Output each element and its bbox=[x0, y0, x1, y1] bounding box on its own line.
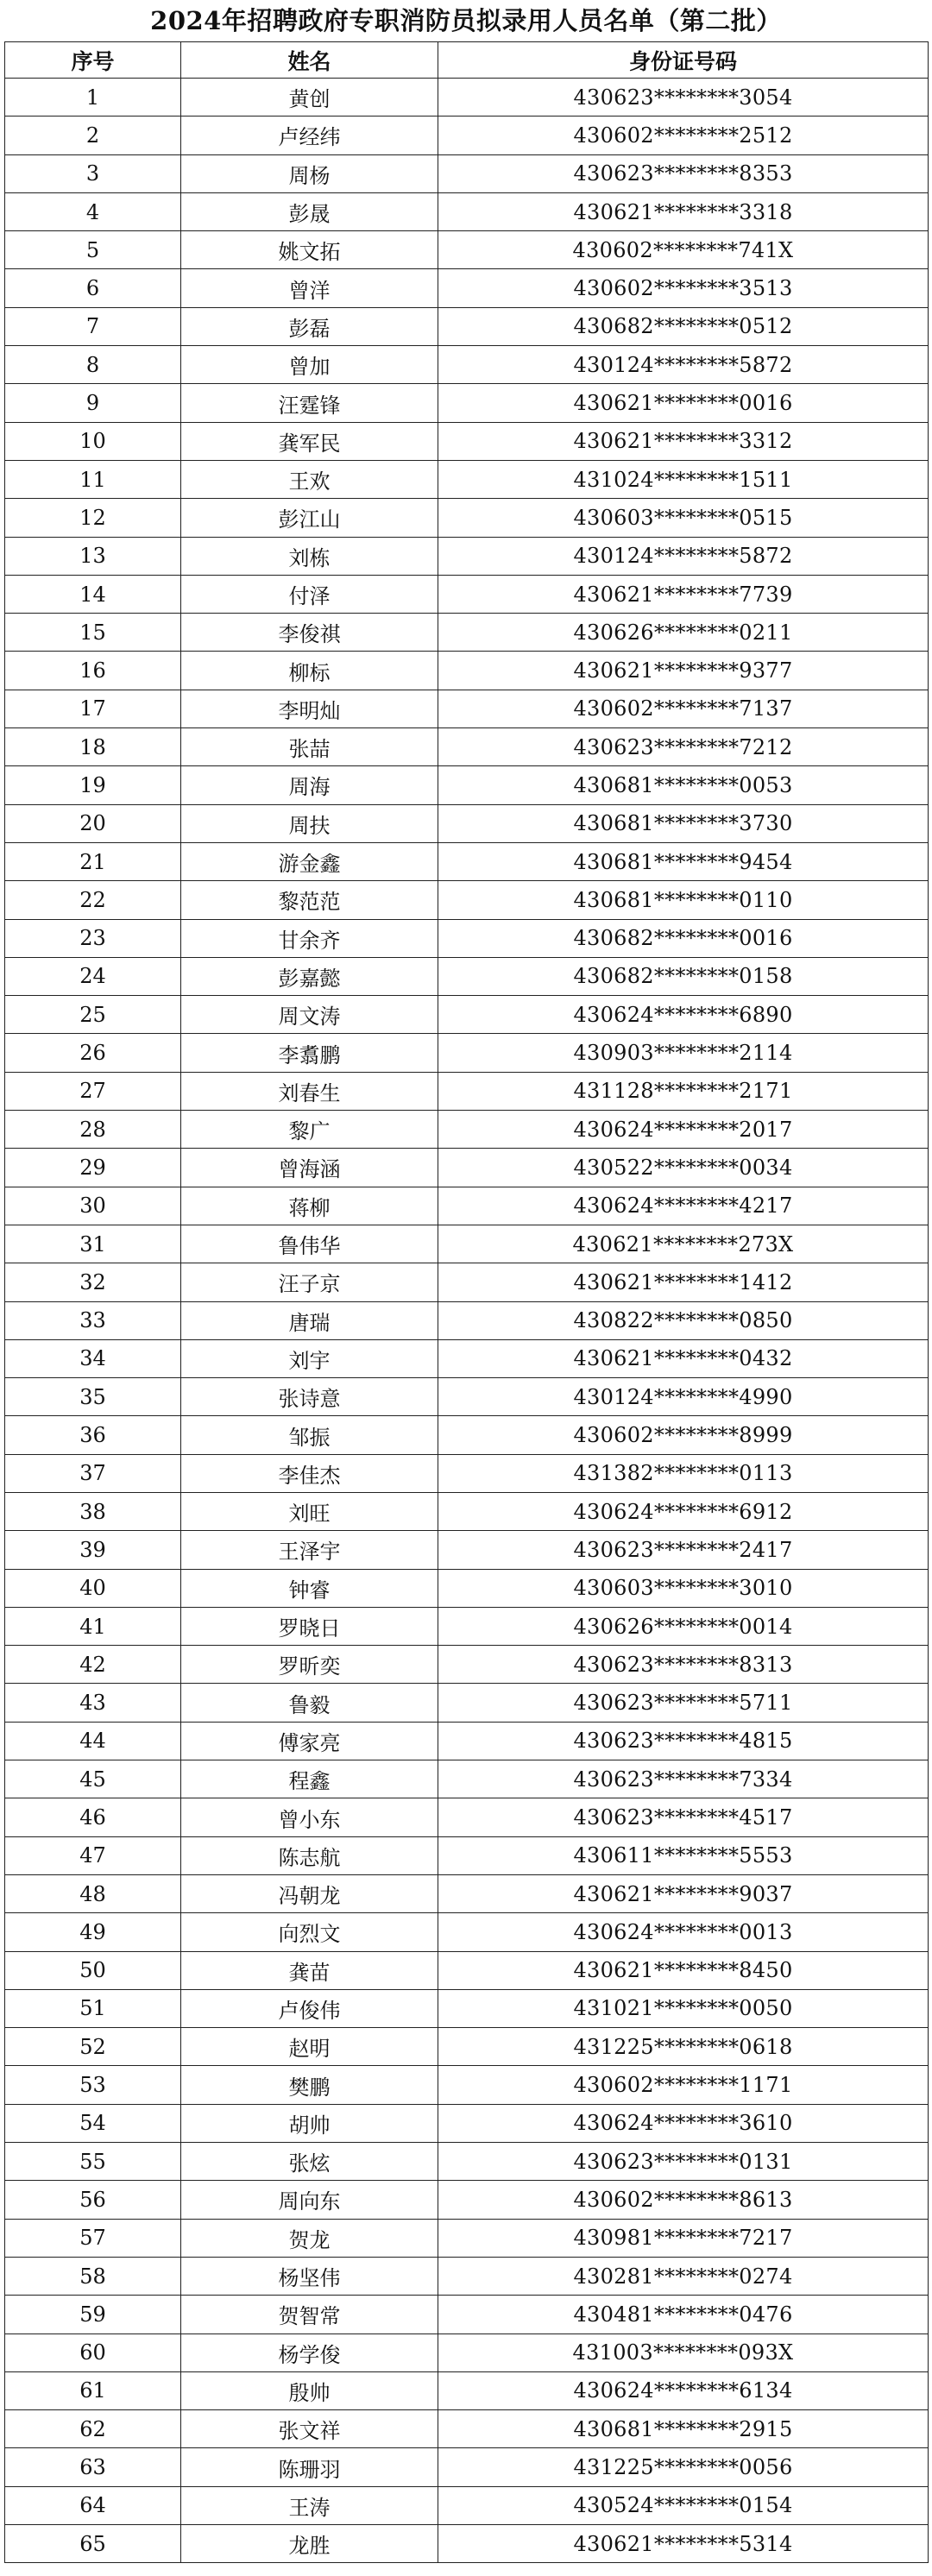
cell-no: 34 bbox=[5, 1339, 181, 1377]
table-row bbox=[5, 766, 929, 804]
cell-name: 李佳杰 bbox=[181, 1454, 438, 1492]
table-row bbox=[5, 2371, 929, 2409]
table-row bbox=[5, 231, 929, 269]
cell-no: 58 bbox=[5, 2257, 181, 2295]
table-row bbox=[5, 1989, 929, 2027]
cell-no: 41 bbox=[5, 1607, 181, 1645]
table-row bbox=[5, 1760, 929, 1798]
table-row bbox=[5, 614, 929, 652]
table-row bbox=[5, 117, 929, 154]
document-title: 2024年招聘政府专职消防员拟录用人员名单（第二批） bbox=[150, 6, 782, 35]
cell-name: 刘旺 bbox=[181, 1492, 438, 1530]
cell-name: 彭磊 bbox=[181, 307, 438, 345]
cell-id: 430621********9037 bbox=[438, 1874, 929, 1912]
cell-name: 李明灿 bbox=[181, 690, 438, 727]
cell-no: 14 bbox=[5, 575, 181, 613]
cell-no: 26 bbox=[5, 1034, 181, 1072]
cell-name: 李俊祺 bbox=[181, 614, 438, 652]
cell-no: 20 bbox=[5, 804, 181, 842]
cell-id: 430623********3054 bbox=[438, 79, 929, 117]
cell-name: 彭晟 bbox=[181, 192, 438, 230]
cell-id: 430623********4815 bbox=[438, 1722, 929, 1760]
table-row bbox=[5, 1874, 929, 1912]
cell-name: 刘春生 bbox=[181, 1072, 438, 1110]
cell-id: 430623********5711 bbox=[438, 1684, 929, 1722]
cell-no: 45 bbox=[5, 1760, 181, 1798]
cell-name: 龙胜 bbox=[181, 2525, 438, 2563]
cell-name: 游金鑫 bbox=[181, 842, 438, 880]
cell-name: 付泽 bbox=[181, 575, 438, 613]
cell-no: 55 bbox=[5, 2143, 181, 2181]
cell-no: 32 bbox=[5, 1263, 181, 1301]
cell-no: 6 bbox=[5, 269, 181, 307]
cell-no: 65 bbox=[5, 2525, 181, 2563]
table-row bbox=[5, 2104, 929, 2142]
cell-name: 樊鹏 bbox=[181, 2066, 438, 2104]
table-row bbox=[5, 79, 929, 117]
table-row bbox=[5, 1034, 929, 1072]
cell-name: 汪子京 bbox=[181, 1263, 438, 1301]
cell-no: 12 bbox=[5, 499, 181, 537]
cell-id: 430281********0274 bbox=[438, 2257, 929, 2295]
cell-name: 卢经纬 bbox=[181, 117, 438, 154]
cell-no: 3 bbox=[5, 154, 181, 192]
cell-id: 430621********3312 bbox=[438, 422, 929, 460]
cell-id: 430124********4990 bbox=[438, 1378, 929, 1416]
cell-name: 黄创 bbox=[181, 79, 438, 117]
roster-table bbox=[4, 41, 929, 2563]
table-row bbox=[5, 690, 929, 727]
cell-id: 430624********2017 bbox=[438, 1111, 929, 1149]
cell-no: 64 bbox=[5, 2486, 181, 2524]
table-row bbox=[5, 1416, 929, 1454]
cell-no: 50 bbox=[5, 1951, 181, 1989]
cell-no: 48 bbox=[5, 1874, 181, 1912]
table-row bbox=[5, 1684, 929, 1722]
cell-no: 2 bbox=[5, 117, 181, 154]
cell-name: 向烈文 bbox=[181, 1913, 438, 1951]
cell-id: 430621********9377 bbox=[438, 652, 929, 690]
cell-no: 9 bbox=[5, 384, 181, 422]
cell-id: 430621********3318 bbox=[438, 192, 929, 230]
table-row bbox=[5, 1492, 929, 1530]
cell-no: 40 bbox=[5, 1569, 181, 1607]
table-row bbox=[5, 919, 929, 957]
cell-no: 47 bbox=[5, 1836, 181, 1874]
cell-no: 39 bbox=[5, 1531, 181, 1569]
cell-id: 431382********0113 bbox=[438, 1454, 929, 1492]
cell-name: 冯朝龙 bbox=[181, 1874, 438, 1912]
cell-id: 430681********2915 bbox=[438, 2410, 929, 2448]
cell-no: 29 bbox=[5, 1149, 181, 1187]
cell-name: 罗昕奕 bbox=[181, 1646, 438, 1684]
table-row bbox=[5, 1836, 929, 1874]
cell-no: 7 bbox=[5, 307, 181, 345]
cell-name: 张诗意 bbox=[181, 1378, 438, 1416]
cell-id: 430602********741X bbox=[438, 231, 929, 269]
cell-name: 汪霆锋 bbox=[181, 384, 438, 422]
cell-id: 430624********3610 bbox=[438, 2104, 929, 2142]
cell-no: 31 bbox=[5, 1225, 181, 1263]
cell-id: 431225********0056 bbox=[438, 2448, 929, 2486]
cell-name: 卢俊伟 bbox=[181, 1989, 438, 2027]
cell-name: 蒋柳 bbox=[181, 1187, 438, 1225]
table-row bbox=[5, 2181, 929, 2219]
cell-id: 430481********0476 bbox=[438, 2296, 929, 2334]
table-row bbox=[5, 1951, 929, 1989]
cell-id: 430602********3513 bbox=[438, 269, 929, 307]
cell-id: 430623********7212 bbox=[438, 728, 929, 766]
cell-name: 彭嘉懿 bbox=[181, 957, 438, 995]
cell-no: 46 bbox=[5, 1798, 181, 1836]
cell-id: 430621********8450 bbox=[438, 1951, 929, 1989]
cell-name: 张炫 bbox=[181, 2143, 438, 2181]
table-row bbox=[5, 881, 929, 919]
cell-name: 杨坚伟 bbox=[181, 2257, 438, 2295]
cell-no: 35 bbox=[5, 1378, 181, 1416]
cell-id: 430603********0515 bbox=[438, 499, 929, 537]
cell-id: 431003********093X bbox=[438, 2334, 929, 2371]
table-row bbox=[5, 2028, 929, 2066]
cell-name: 周杨 bbox=[181, 154, 438, 192]
cell-name: 曾小东 bbox=[181, 1798, 438, 1836]
table-body bbox=[5, 79, 929, 2563]
table-row bbox=[5, 1149, 929, 1187]
header-no: 序号 bbox=[5, 42, 181, 79]
cell-name: 龚苗 bbox=[181, 1951, 438, 1989]
table-row bbox=[5, 2219, 929, 2257]
table-row bbox=[5, 1722, 929, 1760]
table-row bbox=[5, 1454, 929, 1492]
table-row bbox=[5, 996, 929, 1034]
cell-name: 周向东 bbox=[181, 2181, 438, 2219]
cell-id: 430624********6890 bbox=[438, 996, 929, 1034]
cell-no: 33 bbox=[5, 1301, 181, 1339]
cell-id: 430603********3010 bbox=[438, 1569, 929, 1607]
cell-id: 430623********8353 bbox=[438, 154, 929, 192]
cell-no: 13 bbox=[5, 537, 181, 575]
cell-no: 30 bbox=[5, 1187, 181, 1225]
cell-id: 430602********8613 bbox=[438, 2181, 929, 2219]
cell-name: 柳标 bbox=[181, 652, 438, 690]
cell-id: 430681********3730 bbox=[438, 804, 929, 842]
cell-id: 430124********5872 bbox=[438, 346, 929, 384]
cell-name: 陈志航 bbox=[181, 1836, 438, 1874]
cell-name: 刘栋 bbox=[181, 537, 438, 575]
table-row bbox=[5, 1913, 929, 1951]
cell-id: 430602********8999 bbox=[438, 1416, 929, 1454]
cell-no: 21 bbox=[5, 842, 181, 880]
cell-no: 11 bbox=[5, 460, 181, 498]
cell-no: 44 bbox=[5, 1722, 181, 1760]
table-row bbox=[5, 2486, 929, 2524]
table-row bbox=[5, 957, 929, 995]
cell-no: 25 bbox=[5, 996, 181, 1034]
table-row bbox=[5, 2334, 929, 2371]
table-row bbox=[5, 575, 929, 613]
cell-id: 431024********1511 bbox=[438, 460, 929, 498]
cell-no: 19 bbox=[5, 766, 181, 804]
table-row bbox=[5, 460, 929, 498]
cell-name: 周文涛 bbox=[181, 996, 438, 1034]
cell-no: 59 bbox=[5, 2296, 181, 2334]
cell-no: 62 bbox=[5, 2410, 181, 2448]
cell-name: 张喆 bbox=[181, 728, 438, 766]
cell-id: 430624********4217 bbox=[438, 1187, 929, 1225]
header-name: 姓名 bbox=[181, 42, 438, 79]
cell-name: 鲁伟华 bbox=[181, 1225, 438, 1263]
cell-no: 4 bbox=[5, 192, 181, 230]
cell-id: 430624********0013 bbox=[438, 1913, 929, 1951]
cell-id: 430623********8313 bbox=[438, 1646, 929, 1684]
cell-name: 唐瑞 bbox=[181, 1301, 438, 1339]
table-row bbox=[5, 1187, 929, 1225]
table-row bbox=[5, 1263, 929, 1301]
cell-no: 57 bbox=[5, 2219, 181, 2257]
cell-name: 曾洋 bbox=[181, 269, 438, 307]
cell-no: 24 bbox=[5, 957, 181, 995]
cell-no: 54 bbox=[5, 2104, 181, 2142]
cell-id: 430621********5314 bbox=[438, 2525, 929, 2563]
cell-no: 17 bbox=[5, 690, 181, 727]
cell-id: 430621********0016 bbox=[438, 384, 929, 422]
cell-id: 430621********0432 bbox=[438, 1339, 929, 1377]
cell-id: 430624********6134 bbox=[438, 2371, 929, 2409]
cell-name: 王泽宇 bbox=[181, 1531, 438, 1569]
cell-no: 38 bbox=[5, 1492, 181, 1530]
cell-name: 龚军民 bbox=[181, 422, 438, 460]
cell-id: 430681********0110 bbox=[438, 881, 929, 919]
table-row bbox=[5, 1301, 929, 1339]
cell-id: 431021********0050 bbox=[438, 1989, 929, 2027]
cell-id: 430681********9454 bbox=[438, 842, 929, 880]
cell-id: 430624********6912 bbox=[438, 1492, 929, 1530]
cell-no: 61 bbox=[5, 2371, 181, 2409]
cell-no: 36 bbox=[5, 1416, 181, 1454]
cell-id: 430626********0014 bbox=[438, 1607, 929, 1645]
table-row bbox=[5, 2410, 929, 2448]
cell-no: 51 bbox=[5, 1989, 181, 2027]
table-row bbox=[5, 1225, 929, 1263]
cell-name: 张文祥 bbox=[181, 2410, 438, 2448]
cell-no: 18 bbox=[5, 728, 181, 766]
cell-name: 李翥鹏 bbox=[181, 1034, 438, 1072]
table-row bbox=[5, 804, 929, 842]
cell-name: 傅家亮 bbox=[181, 1722, 438, 1760]
cell-name: 贺龙 bbox=[181, 2219, 438, 2257]
cell-id: 430621********1412 bbox=[438, 1263, 929, 1301]
table-row bbox=[5, 728, 929, 766]
cell-name: 殷帅 bbox=[181, 2371, 438, 2409]
cell-id: 430981********7217 bbox=[438, 2219, 929, 2257]
cell-name: 胡帅 bbox=[181, 2104, 438, 2142]
cell-id: 430681********0053 bbox=[438, 766, 929, 804]
table-row bbox=[5, 499, 929, 537]
cell-name: 周海 bbox=[181, 766, 438, 804]
cell-name: 邹振 bbox=[181, 1416, 438, 1454]
cell-id: 430611********5553 bbox=[438, 1836, 929, 1874]
cell-name: 姚文拓 bbox=[181, 231, 438, 269]
cell-name: 程鑫 bbox=[181, 1760, 438, 1798]
cell-name: 曾海涵 bbox=[181, 1149, 438, 1187]
cell-id: 430524********0154 bbox=[438, 2486, 929, 2524]
cell-no: 23 bbox=[5, 919, 181, 957]
cell-name: 甘余齐 bbox=[181, 919, 438, 957]
table-row bbox=[5, 652, 929, 690]
cell-name: 赵明 bbox=[181, 2028, 438, 2066]
cell-id: 430623********2417 bbox=[438, 1531, 929, 1569]
cell-name: 黎广 bbox=[181, 1111, 438, 1149]
table-row bbox=[5, 2448, 929, 2486]
table-row bbox=[5, 1569, 929, 1607]
cell-id: 430621********7739 bbox=[438, 575, 929, 613]
cell-no: 28 bbox=[5, 1111, 181, 1149]
cell-no: 52 bbox=[5, 2028, 181, 2066]
cell-name: 杨学俊 bbox=[181, 2334, 438, 2371]
table-row bbox=[5, 307, 929, 345]
cell-name: 贺智常 bbox=[181, 2296, 438, 2334]
table-row bbox=[5, 154, 929, 192]
table-row bbox=[5, 2296, 929, 2334]
table-row bbox=[5, 422, 929, 460]
cell-no: 22 bbox=[5, 881, 181, 919]
table-row bbox=[5, 842, 929, 880]
cell-no: 15 bbox=[5, 614, 181, 652]
cell-name: 王涛 bbox=[181, 2486, 438, 2524]
table-row bbox=[5, 346, 929, 384]
cell-name: 刘宇 bbox=[181, 1339, 438, 1377]
cell-no: 42 bbox=[5, 1646, 181, 1684]
cell-no: 49 bbox=[5, 1913, 181, 1951]
cell-name: 钟睿 bbox=[181, 1569, 438, 1607]
cell-no: 37 bbox=[5, 1454, 181, 1492]
cell-no: 10 bbox=[5, 422, 181, 460]
cell-id: 430626********0211 bbox=[438, 614, 929, 652]
table-row bbox=[5, 269, 929, 307]
table-row bbox=[5, 1646, 929, 1684]
cell-no: 27 bbox=[5, 1072, 181, 1110]
table-row bbox=[5, 2525, 929, 2563]
cell-no: 56 bbox=[5, 2181, 181, 2219]
cell-name: 王欢 bbox=[181, 460, 438, 498]
cell-no: 16 bbox=[5, 652, 181, 690]
cell-id: 430822********0850 bbox=[438, 1301, 929, 1339]
cell-id: 431225********0618 bbox=[438, 2028, 929, 2066]
table-row bbox=[5, 1798, 929, 1836]
cell-id: 430682********0512 bbox=[438, 307, 929, 345]
header-id: 身份证号码 bbox=[438, 42, 929, 79]
cell-no: 43 bbox=[5, 1684, 181, 1722]
table-row bbox=[5, 1531, 929, 1569]
cell-name: 罗晓日 bbox=[181, 1607, 438, 1645]
cell-name: 黎范范 bbox=[181, 881, 438, 919]
cell-no: 1 bbox=[5, 79, 181, 117]
cell-id: 430623********4517 bbox=[438, 1798, 929, 1836]
cell-id: 430602********2512 bbox=[438, 117, 929, 154]
cell-id: 430522********0034 bbox=[438, 1149, 929, 1187]
table-row bbox=[5, 2143, 929, 2181]
cell-no: 8 bbox=[5, 346, 181, 384]
cell-id: 430621********273X bbox=[438, 1225, 929, 1263]
table-header-row bbox=[5, 42, 929, 79]
table-row bbox=[5, 537, 929, 575]
cell-id: 430903********2114 bbox=[438, 1034, 929, 1072]
cell-id: 430124********5872 bbox=[438, 537, 929, 575]
cell-id: 430602********1171 bbox=[438, 2066, 929, 2104]
cell-no: 53 bbox=[5, 2066, 181, 2104]
cell-no: 60 bbox=[5, 2334, 181, 2371]
table-row bbox=[5, 1072, 929, 1110]
cell-name: 周扶 bbox=[181, 804, 438, 842]
cell-id: 430602********7137 bbox=[438, 690, 929, 727]
table-row bbox=[5, 1607, 929, 1645]
cell-name: 鲁毅 bbox=[181, 1684, 438, 1722]
table-row bbox=[5, 192, 929, 230]
table-row bbox=[5, 1111, 929, 1149]
table-row bbox=[5, 2066, 929, 2104]
cell-id: 430682********0158 bbox=[438, 957, 929, 995]
cell-id: 430623********7334 bbox=[438, 1760, 929, 1798]
table-row bbox=[5, 384, 929, 422]
table-row bbox=[5, 1378, 929, 1416]
table-row bbox=[5, 1339, 929, 1377]
cell-no: 5 bbox=[5, 231, 181, 269]
table-row bbox=[5, 2257, 929, 2295]
cell-name: 曾加 bbox=[181, 346, 438, 384]
cell-name: 陈珊羽 bbox=[181, 2448, 438, 2486]
cell-id: 430682********0016 bbox=[438, 919, 929, 957]
cell-id: 431128********2171 bbox=[438, 1072, 929, 1110]
cell-no: 63 bbox=[5, 2448, 181, 2486]
cell-name: 彭江山 bbox=[181, 499, 438, 537]
cell-id: 430623********0131 bbox=[438, 2143, 929, 2181]
